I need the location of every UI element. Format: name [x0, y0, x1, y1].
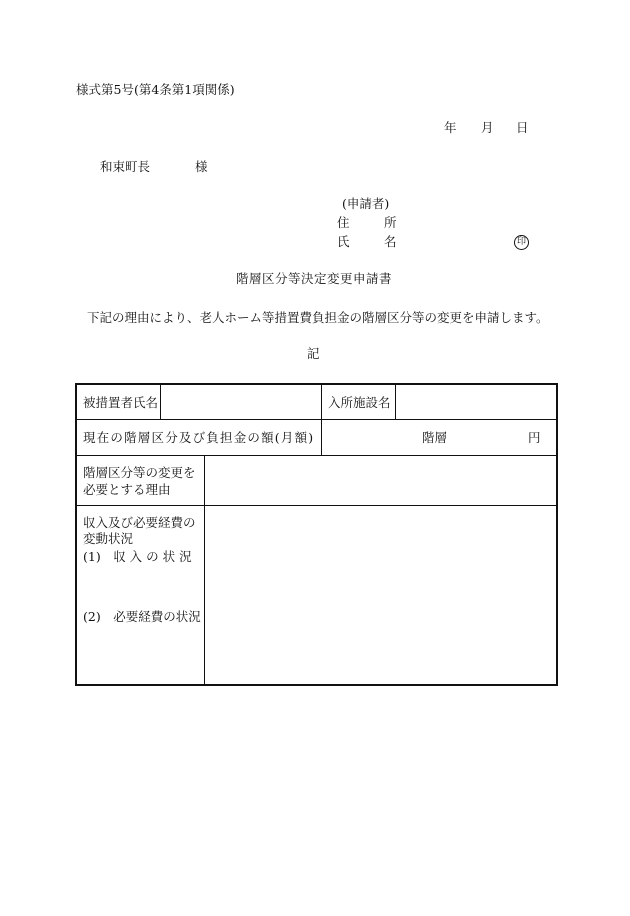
name-label-2: 名	[384, 234, 397, 249]
application-form-table	[75, 383, 558, 686]
current-class-label: 現在の階層区分及び負担金の額(月額)	[83, 430, 315, 445]
row-divider-1	[77, 419, 556, 420]
reason-field[interactable]	[206, 456, 556, 504]
ki-label: 記	[307, 346, 320, 361]
yen-unit: 円	[528, 430, 541, 445]
col-divider-r34	[204, 455, 205, 686]
form-number: 様式第5号(第4条第1項関係)	[76, 82, 235, 97]
name-label-1: 氏	[337, 234, 350, 249]
address-label-2: 所	[384, 215, 397, 230]
changes-label-line2: 変動状況	[83, 531, 134, 546]
changes-label-line1: 収入及び必要経費の	[83, 515, 196, 530]
col-divider-r1c	[395, 385, 396, 419]
changes-field[interactable]	[206, 506, 556, 684]
expense-item: (2) 必要経費の状況	[83, 609, 201, 624]
col-divider-r1b	[321, 385, 322, 419]
address-label-1: 住	[337, 215, 350, 230]
reason-label-line1: 階層区分等の変更を	[83, 465, 196, 480]
col-divider-r1a	[160, 385, 161, 419]
col-divider-r2	[321, 419, 322, 455]
date-month-label: 月	[481, 120, 494, 135]
date-day-label: 日	[516, 120, 529, 135]
document-title: 階層区分等決定変更申請書	[236, 271, 393, 286]
person-name-label: 被措置者氏名	[83, 395, 159, 410]
reason-label-line2: 必要とする理由	[83, 482, 171, 497]
intro-text: 下記の理由により、老人ホーム等措置費負担金の階層区分等の変更を申請します。	[87, 310, 549, 325]
class-unit: 階層	[422, 430, 448, 445]
facility-label: 入所施設名	[328, 395, 391, 410]
date-year-label: 年	[444, 120, 457, 135]
income-item: (1) 収 入 の 状 況	[83, 549, 192, 564]
addressee-title: 和束町長	[100, 159, 151, 174]
addressee-honorific: 様	[195, 159, 208, 174]
seal-mark: 印	[514, 235, 529, 250]
person-name-field[interactable]	[162, 386, 319, 418]
facility-field[interactable]	[397, 386, 555, 418]
applicant-label: (申請者)	[342, 196, 390, 211]
